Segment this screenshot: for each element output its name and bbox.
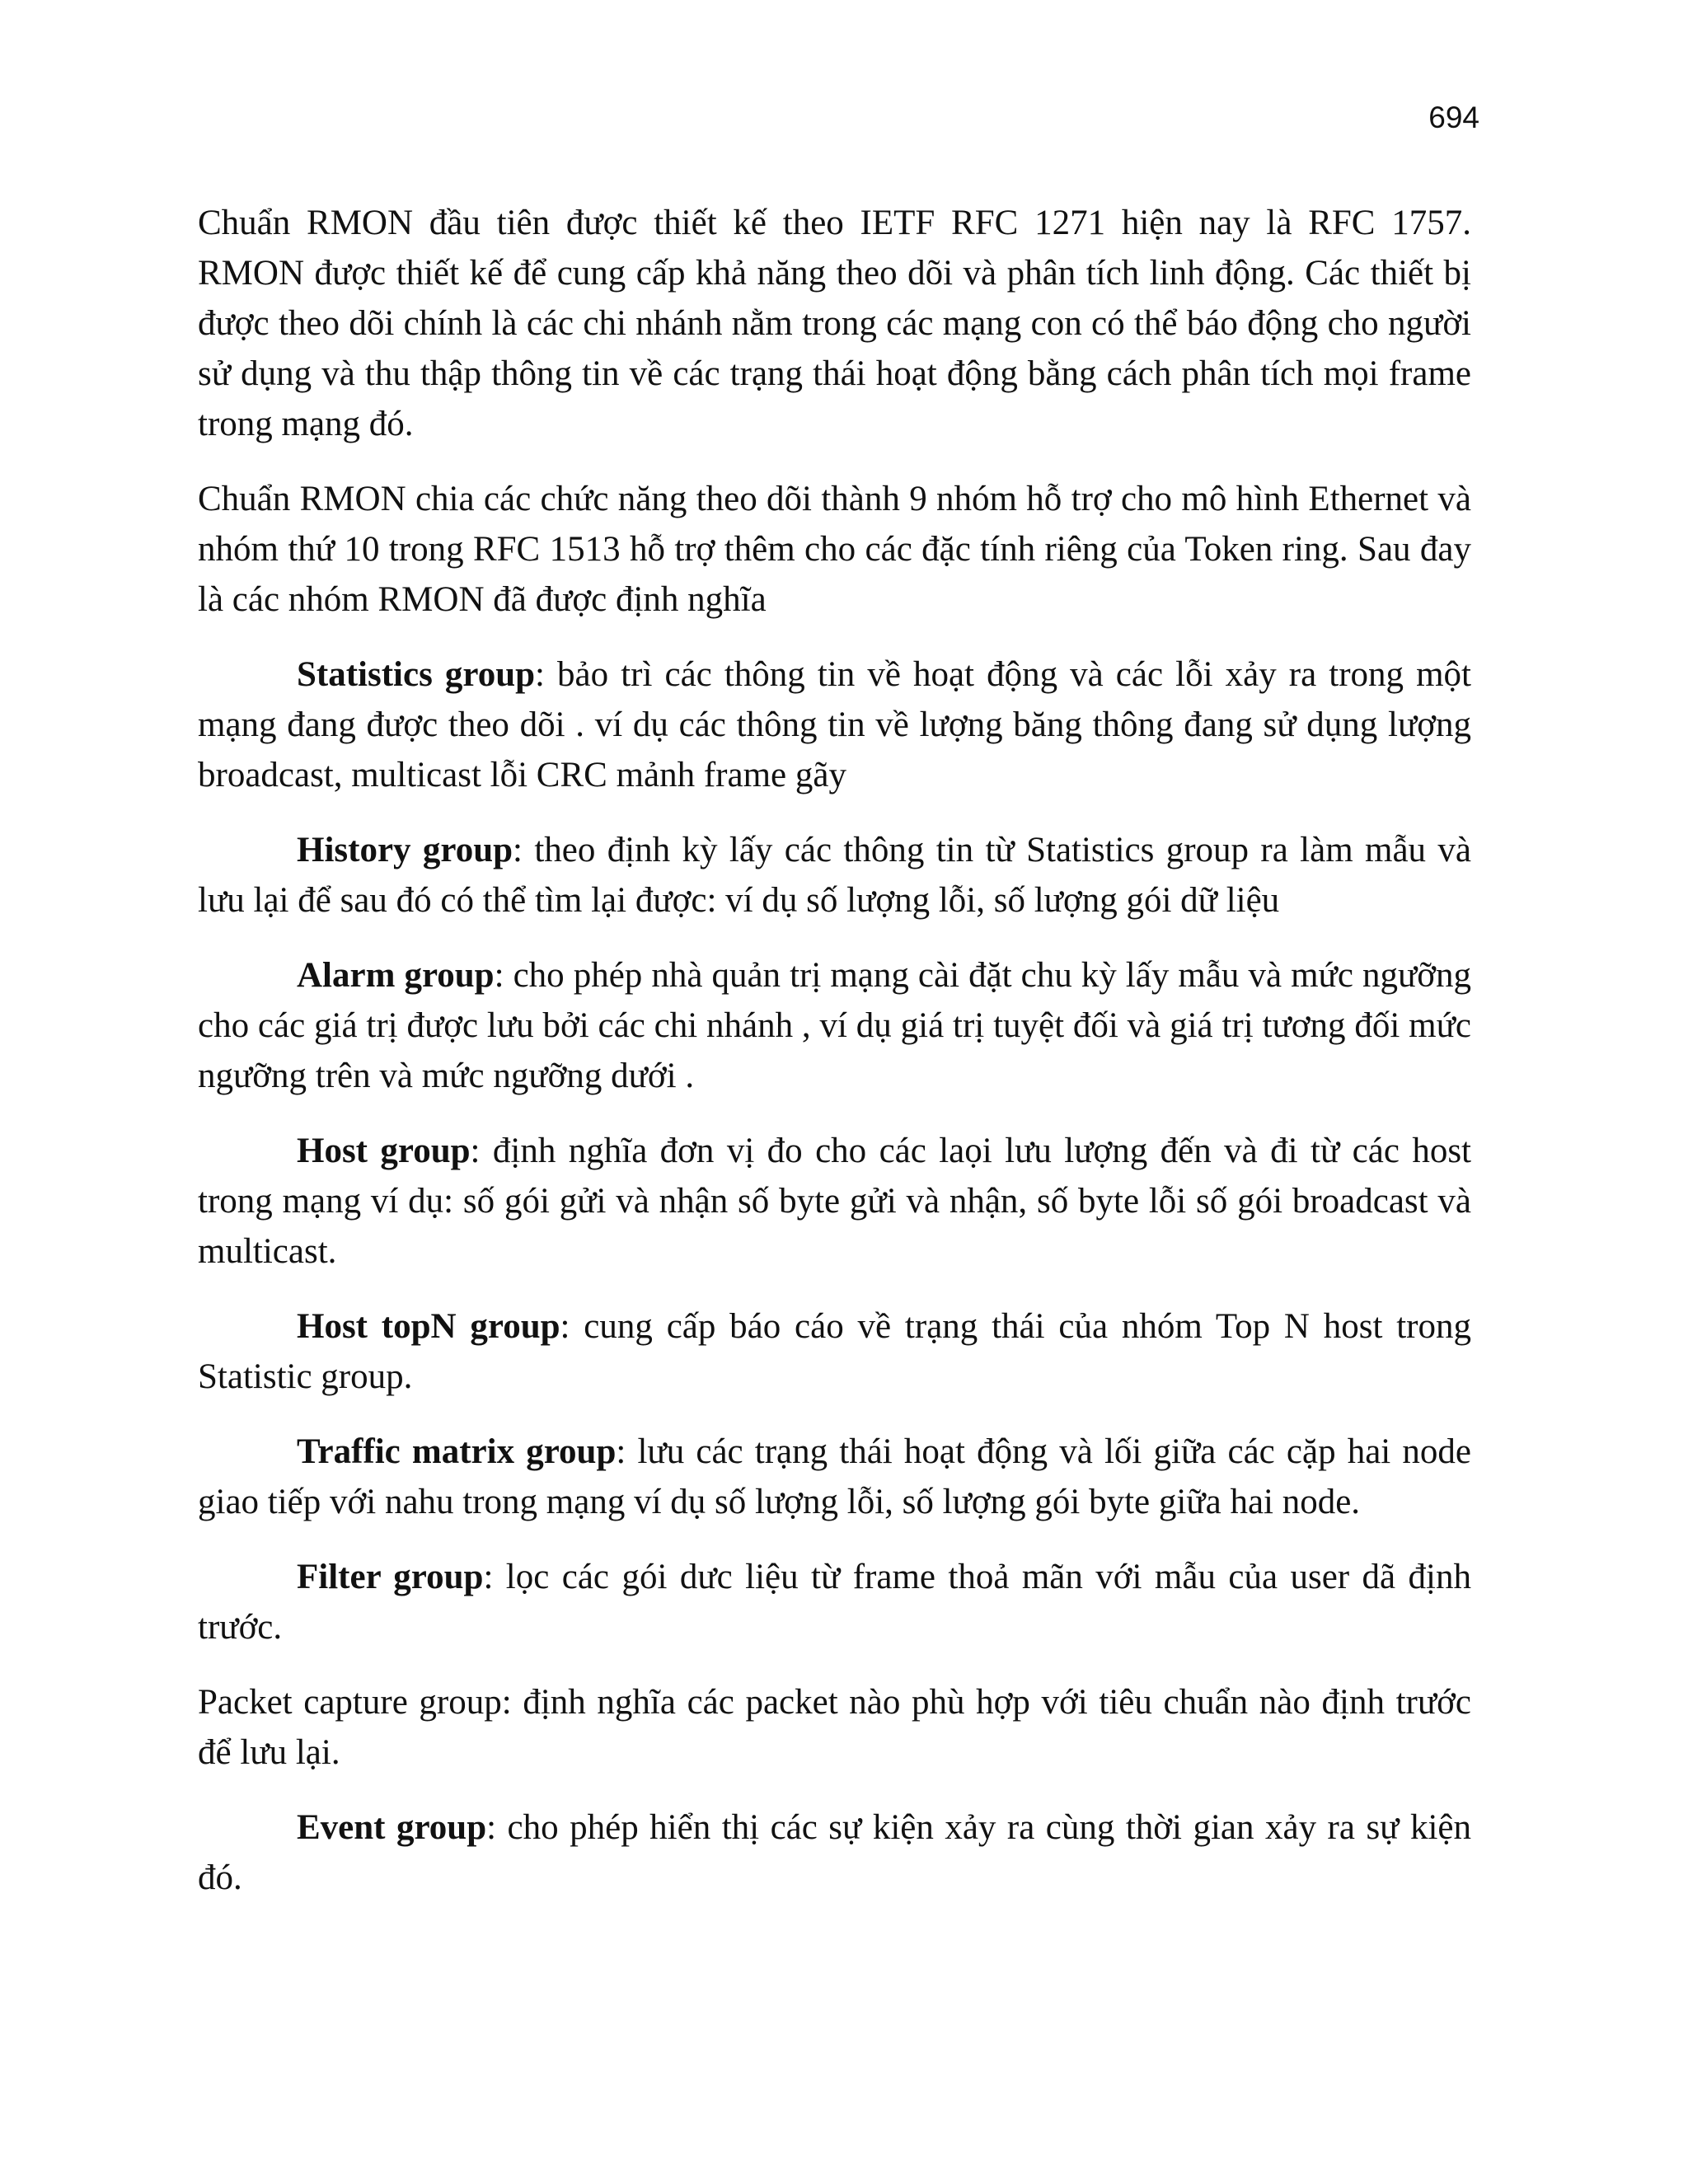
group-description: : bảo trì các thông tin về hoạt động và các lỗi xảy ra trong một mạng đang được theo dõi . ví dụ các thông tin về lượng băng thông đang sử dụng lượng broadcast, multicast lỗi CRC mảnh frame gãy [198, 655, 1471, 794]
group-packet-capture: Packet capture group: định nghĩa các packet nào phù hợp với tiêu chuẩn nào định trước để lưu lại. [198, 1683, 1471, 1772]
group-host-topn [198, 1301, 1471, 1402]
group-traffic-matrix [198, 1427, 1471, 1527]
group-name: Filter group [297, 1558, 484, 1596]
group-description: : cho phép hiển thị các sự kiện xảy ra cùng thời gian xảy ra sự kiện đó. [198, 1808, 1471, 1897]
page-number: 694 [1428, 101, 1479, 134]
group-description: : cung cấp báo cáo về trạng thái của nhóm Top N host trong Statistic group. [198, 1307, 1471, 1396]
group-name: Event group [297, 1808, 487, 1847]
group-name: Alarm group [297, 956, 495, 995]
page-content [198, 198, 1471, 1928]
group-description: : cho phép nhà quản trị mạng cài đặt chu kỳ lấy mẫu và mức ngưỡng cho các giá trị được lưu bởi các chi nhánh , ví dụ giá trị tuyệt đối và giá trị tương đối mức ngưỡng trên và mức ngưỡng dưới . [198, 956, 1471, 1095]
group-filter [198, 1552, 1471, 1652]
group-name: Host topN group [297, 1307, 560, 1346]
group-history [198, 825, 1471, 926]
group-event [198, 1802, 1471, 1903]
intro-paragraph-rmon-standard: Chuẩn RMON đầu tiên được thiết kế theo IETF RFC 1271 hiện nay là RFC 1757. RMON được thiết kế để cung cấp khả năng theo dõi và phân tích linh động. Các thiết bị được theo dõi chính là các chi nhánh nằm trong các mạng con có thể báo động cho người sử dụng và thu thập thông tin về các trạng thái hoạt động bằng cách phân tích mọi frame trong mạng đó. [198, 204, 1471, 443]
intro-paragraph-rmon-groups: Chuẩn RMON chia các chức năng theo dõi thành 9 nhóm hỗ trợ cho mô hình Ethernet và nhóm thứ 10 trong RFC 1513 hỗ trợ thêm cho các đặc tính riêng của Token ring. Sau đay là các nhóm RMON đã được định nghĩa [198, 480, 1471, 619]
group-description: : lưu các trạng thái hoạt động và lối giữa các cặp hai node giao tiếp với nahu trong mạng ví dụ số lượng lỗi, số lượng gói byte giữa hai node. [198, 1432, 1471, 1521]
group-description: : lọc các gói dưc liệu từ frame thoả mãn với mẫu của user dã định trước. [198, 1558, 1471, 1647]
group-statistics [198, 649, 1471, 800]
group-name: Host group [297, 1132, 471, 1170]
group-name: Traffic matrix group [297, 1432, 617, 1471]
group-description: : định nghĩa đơn vị đo cho các laọi lưu lượng đến và đi từ các host trong mạng ví dụ: số gói gửi và nhận số byte gửi và nhận, số byte lỗi số gói broadcast và multicast. [198, 1132, 1472, 1271]
group-description: : theo định kỳ lấy các thông tin từ Statistics group ra làm mẫu và lưu lại để sau đó có thể tìm lại được: ví dụ số lượng lỗi, số lượng gói dữ liệu [198, 831, 1471, 920]
group-host [198, 1126, 1471, 1277]
group-name: Statistics group [297, 655, 536, 694]
group-name: History group [297, 831, 513, 869]
group-alarm [198, 950, 1471, 1101]
